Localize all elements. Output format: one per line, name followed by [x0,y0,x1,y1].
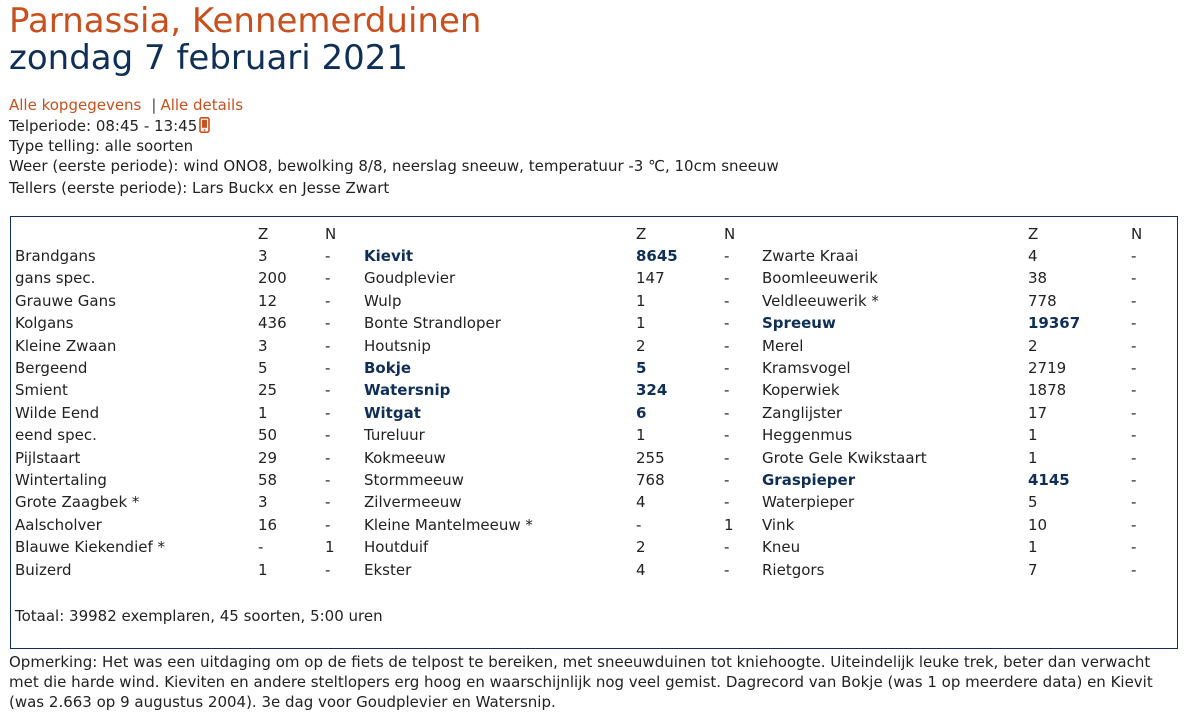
species-count-n: - [724,292,730,310]
species-name: Vink [762,516,795,534]
species-name: Kievit [364,247,414,265]
species-count-n: - [1131,337,1137,355]
weather-line: Weer (eerste periode): wind ONO8, bewolking 8/8, neerslag sneeuw, temperatuur -3 ℃, 10cm sneeuw [9,157,779,175]
col-n-header-2: N [724,225,736,243]
species-name: Bergeend [15,359,88,377]
species-name: Ekster [364,561,412,579]
species-count-z: 768 [636,471,665,489]
header-links [9,96,243,114]
species-count-z: 2 [636,538,646,556]
species-name: Rietgors [762,561,825,579]
species-count-z: 1 [1028,449,1038,467]
species-count-n: - [724,493,730,511]
species-name: Witgat [364,404,421,422]
species-count-z: 2719 [1028,359,1067,377]
species-count-z: 38 [1028,269,1048,287]
species-name: Zwarte Kraai [762,247,859,265]
species-count-n: - [724,247,730,265]
species-name: Koperwiek [762,381,840,399]
species-count-z: 7 [1028,561,1038,579]
species-name: Buizerd [15,561,72,579]
remark-text: Opmerking: Het was een uitdaging om op de fiets de telpost te bereiken, met sneeuwduinen tot kniehoogte. Uiteindelijk leuke trek, beter dan verwacht met die harde wind. Kieviten en andere steltlopers erg hoog en waarschijnlijk nog veel gemist. Dagrecord van Bokje (was 1 op meerdere data) en Kievit (was 2.663 op 9 augustus 2004). 3e dag voor Goudplevier en Watersnip. [9,653,1153,711]
species-count-n: - [325,269,331,287]
col-n-header-1: N [325,225,337,243]
species-count-n: - [325,292,331,310]
species-count-n: - [724,561,730,579]
species-count-n: - [325,381,331,399]
col-z-header-1: Z [258,225,269,243]
species-count-z: 10 [1028,516,1048,534]
species-count-n: - [1131,471,1137,489]
species-count-z: 1 [258,561,268,579]
species-count-n: - [1131,404,1137,422]
species-table-box [10,216,1178,649]
species-name: Merel [762,337,804,355]
species-count-n: - [1131,247,1137,265]
species-name: Kolgans [15,314,74,332]
col-z-header-2: Z [636,225,647,243]
species-count-n: - [724,359,730,377]
species-name: Veldleeuwerik * [762,292,879,310]
species-count-z: 324 [636,381,668,399]
species-count-n: - [724,337,730,355]
species-count-n: - [325,404,331,422]
species-count-n: - [325,561,331,579]
species-name: Kokmeeuw [364,449,446,467]
species-count-z: 4 [1028,247,1038,265]
species-name: Blauwe Kiekendief * [15,538,166,556]
species-count-n: 1 [724,516,734,534]
species-count-z: 16 [258,516,278,534]
species-count-z: 5 [258,359,268,377]
species-count-n: - [724,471,730,489]
species-name: Spreeuw [762,314,836,332]
species-name: Kneu [762,538,801,556]
species-count-z: - [258,538,264,556]
species-count-n: - [1131,449,1137,467]
species-name: Pijlstaart [15,449,81,467]
species-name: gans spec. [15,269,96,287]
species-name: Wintertaling [15,471,107,489]
species-name: Bokje [364,359,412,377]
species-count-z: 436 [258,314,287,332]
species-count-z: 5 [636,359,647,377]
species-count-z: 2 [636,337,646,355]
species-count-z: - [636,516,642,534]
species-name: Kramsvogel [762,359,851,377]
species-count-z: 1 [636,292,646,310]
species-count-z: 4 [636,561,646,579]
mobile-phone-icon [199,117,210,137]
species-count-z: 778 [1028,292,1057,310]
species-count-z: 255 [636,449,665,467]
species-name: Goudplevier [364,269,456,287]
species-count-n: - [325,516,331,534]
species-count-n: - [724,538,730,556]
species-count-z: 12 [258,292,278,310]
species-count-n: - [325,493,331,511]
species-count-z: 50 [258,426,278,444]
species-count-z: 4 [636,493,646,511]
all-details-link[interactable]: Alle details [160,96,244,114]
species-name: Houtduif [364,538,429,556]
species-count-n: - [1131,516,1137,534]
count-type-line: Type telling: alle soorten [9,137,194,155]
species-name: Bonte Strandloper [364,314,501,332]
species-name: Heggenmus [762,426,853,444]
species-count-z: 58 [258,471,278,489]
species-count-n: - [1131,359,1137,377]
species-count-n: - [1131,292,1137,310]
species-count-z: 5 [1028,493,1038,511]
species-count-n: - [1131,493,1137,511]
species-name: Smient [15,381,68,399]
species-count-n: - [325,471,331,489]
species-name: Aalscholver [15,516,102,534]
species-count-z: 147 [636,269,665,287]
species-count-n: - [325,359,331,377]
species-name: Grauwe Gans [15,292,116,310]
species-count-n: - [1131,381,1137,399]
species-count-z: 3 [258,493,268,511]
species-count-n: - [1131,538,1137,556]
species-count-n: - [1131,314,1137,332]
species-name: Zilvermeeuw [364,493,462,511]
species-count-z: 2 [1028,337,1038,355]
species-count-z: 6 [636,404,647,422]
counters-line: Tellers (eerste periode): Lars Buckx en Jesse Zwart [9,179,390,197]
species-count-n: - [724,449,730,467]
species-count-n: - [325,449,331,467]
species-count-z: 3 [258,337,268,355]
species-name: Kleine Zwaan [15,337,117,355]
species-count-z: 1 [636,314,646,332]
location-title: Parnassia, Kennemerduinen [9,1,482,41]
species-count-z: 1 [636,426,646,444]
species-count-n: - [325,247,331,265]
all-headers-link[interactable]: Alle kopgegevens [9,96,142,114]
species-count-z: 19367 [1028,314,1081,332]
species-count-n: - [325,337,331,355]
species-name: Zanglijster [762,404,843,422]
species-count-z: 8645 [636,247,678,265]
col-z-header-3: Z [1028,225,1039,243]
species-count-n: - [1131,269,1137,287]
species-count-n: - [724,426,730,444]
species-name: Kleine Mantelmeeuw * [364,516,533,534]
species-count-z: 29 [258,449,278,467]
species-count-n: - [724,404,730,422]
species-count-n: - [1131,426,1137,444]
species-name: Watersnip [364,381,451,399]
total-line: Totaal: 39982 exemplaren, 45 soorten, 5:00 uren [15,607,383,625]
species-name: Wilde Eend [15,404,100,422]
species-name: Tureluur [364,426,425,444]
count-period-line [9,117,210,137]
species-count-z: 17 [1028,404,1048,422]
species-count-z: 4145 [1028,471,1070,489]
species-count-n: 1 [325,538,335,556]
species-count-n: - [325,314,331,332]
species-count-z: 1 [258,404,268,422]
species-name: Boomleeuwerik [762,269,878,287]
species-count-z: 25 [258,381,278,399]
species-count-n: - [724,269,730,287]
species-count-z: 200 [258,269,287,287]
species-name: Grote Zaagbek * [15,493,140,511]
link-separator: | [151,96,157,114]
species-count-z: 1878 [1028,381,1067,399]
species-name: eend spec. [15,426,97,444]
species-name: Grote Gele Kwikstaart [762,449,927,467]
species-count-n: - [325,426,331,444]
species-count-z: 1 [1028,538,1038,556]
species-name: Wulp [364,292,402,310]
date-title: zondag 7 februari 2021 [9,38,409,78]
species-count-n: - [1131,561,1137,579]
species-count-z: 3 [258,247,268,265]
col-n-header-3: N [1131,225,1143,243]
species-count-z: 1 [1028,426,1038,444]
species-name: Graspieper [762,471,856,489]
species-name: Stormmeeuw [364,471,464,489]
count-period-text: Telperiode: 08:45 - 13:45 [9,117,198,135]
species-count-n: - [724,314,730,332]
species-name: Brandgans [15,247,96,265]
species-count-n: - [724,381,730,399]
species-name: Waterpieper [762,493,855,511]
species-name: Houtsnip [364,337,431,355]
